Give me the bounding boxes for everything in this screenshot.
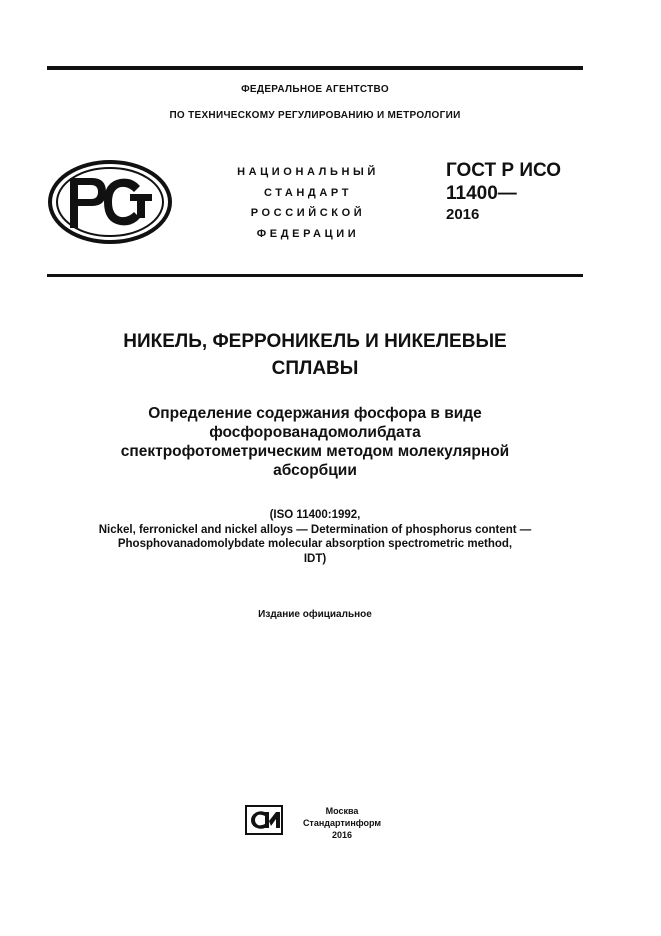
document-subtitle xyxy=(60,404,570,480)
title-line: НИКЕЛЬ, ФЕРРОНИКЕЛЬ И НИКЕЛЕВЫЕ xyxy=(123,331,507,352)
national-standard-line: НАЦИОНАЛЬНЫЙ xyxy=(237,166,379,178)
iso-line: IDT) xyxy=(303,552,327,565)
iso-reference xyxy=(40,508,590,566)
standartinform-logo-icon xyxy=(245,805,283,835)
iso-line: Phosphovanadomolybdate molecular absorption spectrometric method, xyxy=(117,538,513,550)
edition-label: Издание официальное xyxy=(258,609,372,620)
designation-line-1: ГОСТ Р ИСО xyxy=(446,160,562,181)
national-standard-line: РОССИЙСКОЙ xyxy=(250,207,366,219)
publisher-year: 2016 xyxy=(331,830,353,840)
subtitle-line: фосфорованадомолибдата xyxy=(209,424,421,441)
national-standard-label xyxy=(208,162,408,244)
subtitle-line: абсорбции xyxy=(273,462,357,479)
subtitle-line: спектрофотометрическим методом молекулярной xyxy=(120,443,510,460)
rst-logo-icon xyxy=(48,160,172,244)
iso-line: Nickel, ferronickel and nickel alloys — Determination of phosphorus content — xyxy=(98,523,532,536)
subtitle-line: Определение содержания фосфора в виде xyxy=(148,405,482,422)
middle-rule xyxy=(47,274,583,277)
national-standard-line: СТАНДАРТ xyxy=(263,186,353,199)
publisher-city: Москва xyxy=(325,806,359,816)
agency-line-2: ПО ТЕХНИЧЕСКОМУ РЕГУЛИРОВАНИЮ И МЕТРОЛОГИИ xyxy=(169,110,461,121)
publisher-block xyxy=(292,805,392,841)
document-title xyxy=(47,328,583,382)
national-standard-line: ФЕДЕРАЦИИ xyxy=(256,227,360,240)
agency-line-1: ФЕДЕРАЛЬНОЕ АГЕНТСТВО xyxy=(241,84,389,95)
publisher-name: Стандартинформ xyxy=(302,818,382,828)
standard-designation xyxy=(446,159,561,224)
iso-line: (ISO 11400:1992, xyxy=(269,509,361,521)
designation-line-2: 11400— xyxy=(446,183,517,204)
designation-year: 2016 xyxy=(446,206,480,223)
title-line: СПЛАВЫ xyxy=(271,358,359,379)
top-rule xyxy=(47,66,583,70)
